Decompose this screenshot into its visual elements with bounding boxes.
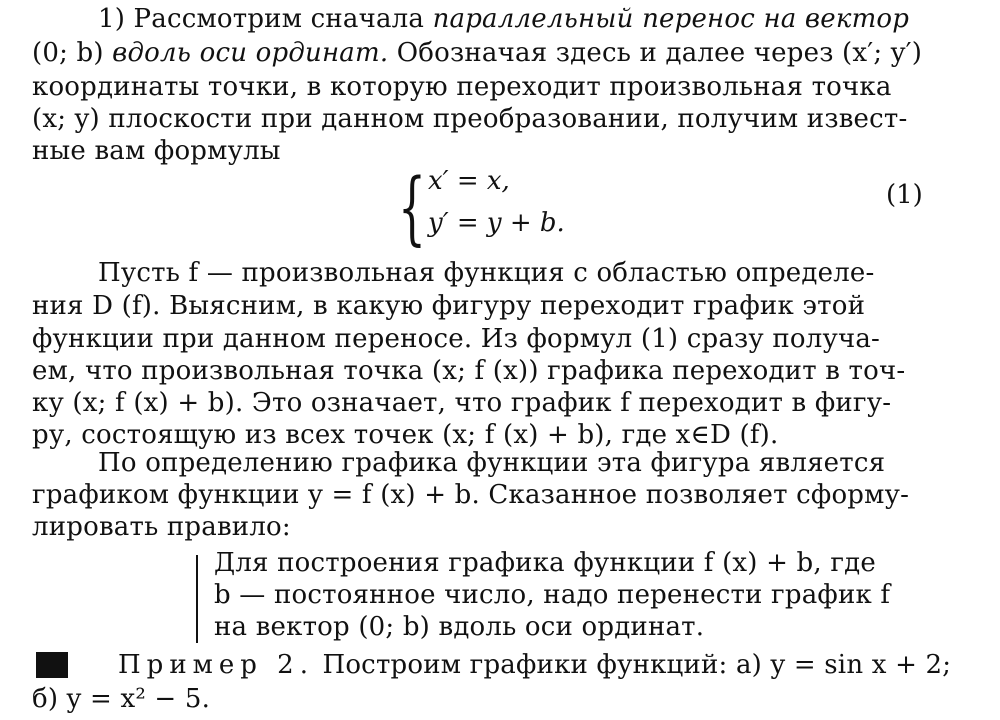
rule-line2: b — постоянное число, надо перенести график f xyxy=(214,580,891,610)
para2-line6: ру, состоящую из всех точек (x; f (x) + b), где x∈D (f). xyxy=(32,420,779,450)
para1-line5: ные вам формулы xyxy=(32,136,281,166)
para1-line1 xyxy=(98,4,909,34)
para1-line2-text-a: (0; b) xyxy=(32,38,113,68)
para1-line2-text-c: Обозначая здесь и далее через (x′; y′) xyxy=(388,38,923,68)
equation-number: (1) xyxy=(886,180,923,210)
para1-line3: координаты точки, в которую переходит произвольная точка xyxy=(32,72,892,102)
para3-line2: графиком функции y = f (x) + b. Сказанное позволяет сформу- xyxy=(32,480,910,510)
para3-line3: лировать правило: xyxy=(32,512,291,542)
system-brace: { xyxy=(398,161,426,254)
para2-line1: Пусть f — произвольная функция с областью определе- xyxy=(98,258,875,288)
system-equation-1: x′ = x, xyxy=(428,166,510,196)
rule-margin-bar xyxy=(196,555,198,643)
para2-line2: ния D (f). Выясним, в какую фигуру переходит график этой xyxy=(32,291,866,321)
para2-line3: функции при данном переносе. Из формул (1) сразу получа- xyxy=(32,324,881,354)
example-text: Построим графики функций: а) y = sin x + 2; xyxy=(313,650,952,680)
para2-line5: ку (x; f (x) + b). Это означает, что график f переходит в фигу- xyxy=(32,388,892,418)
para1-line2 xyxy=(32,38,922,68)
example-line2: б) y = x² − 5. xyxy=(32,684,211,714)
para1-line4: (x; y) плоскости при данном преобразовании, получим извест- xyxy=(32,104,908,134)
example-line1 xyxy=(118,650,951,680)
example-marker-square xyxy=(36,652,68,678)
rule-line3: на вектор (0; b) вдоль оси ординат. xyxy=(214,612,705,642)
example-label: Пример 2. xyxy=(118,650,314,680)
para1-line1-italic: параллельный перенос на вектор xyxy=(432,4,910,34)
para3-line1: По определению графика функции эта фигура является xyxy=(98,448,886,478)
system-equation-2: y′ = y + b. xyxy=(428,208,565,238)
para1-line2-italic: вдоль оси ординат. xyxy=(112,38,389,68)
rule-line1: Для построения графика функции f (x) + b, где xyxy=(214,548,876,578)
para1-line1-text: 1) Рассмотрим сначала xyxy=(98,4,433,34)
para2-line4: ем, что произвольная точка (x; f (x)) графика переходит в точ- xyxy=(32,356,906,386)
